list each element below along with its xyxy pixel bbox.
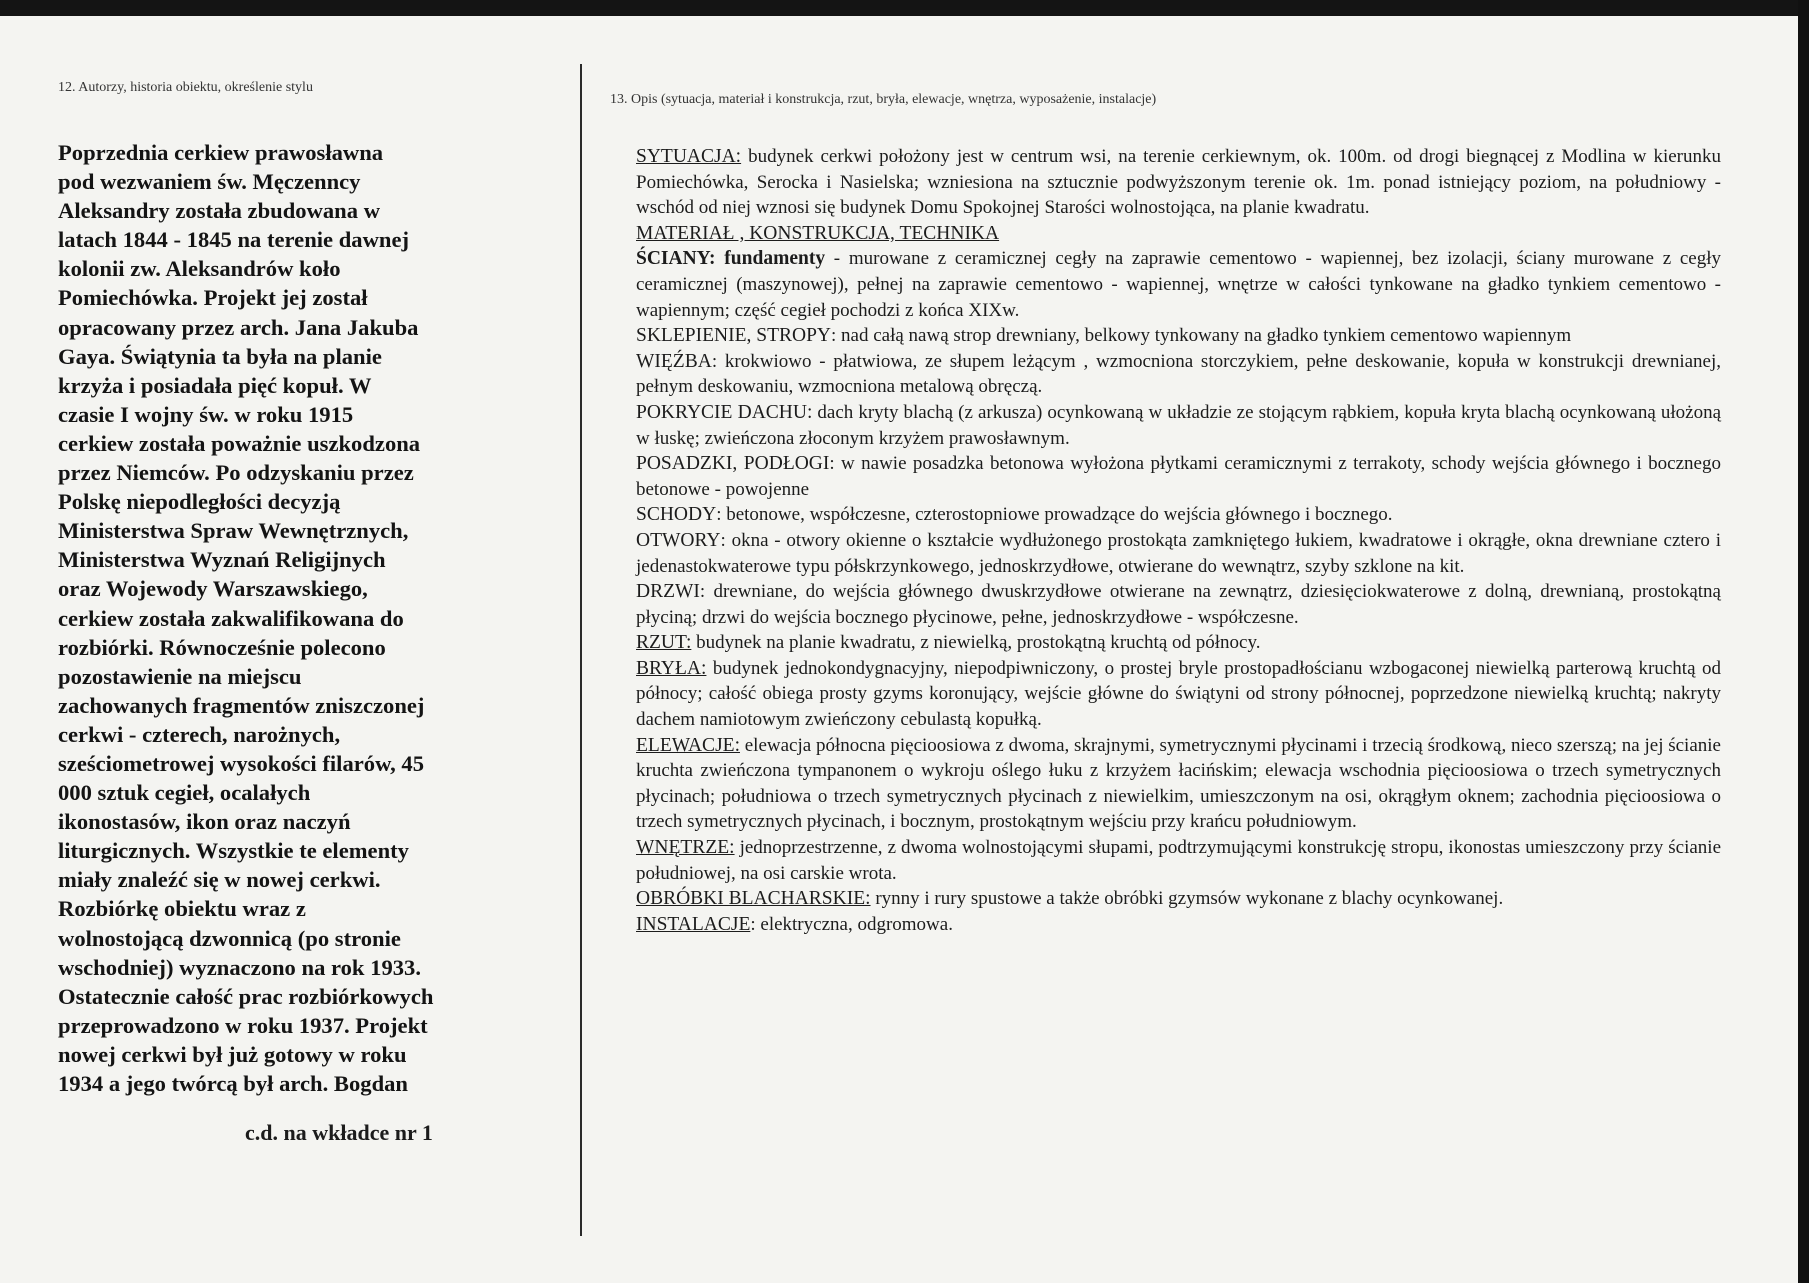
- entry-label: OBRÓBKI BLACHARSKIE:: [636, 888, 871, 910]
- entry-label: RZUT:: [636, 632, 692, 654]
- entry-text: dach kryty blachą (z arkusza) ocynkowaną w układzie ze stojącym rąbkiem, kopuła kryta blachą ocynkowaną ułożoną w łuskę; zwieńczona złoconym krzyżem prawosławnym.: [636, 401, 1722, 449]
- entry-text: : krokwiowo - płatwiowa, ze słupem leżącym , wzmocniona storczykiem, pełne deskowanie, kopuła w konstrukcji drewnianej, pełnym deskowaniu, wzmocniona metalową obręczą.: [636, 350, 1721, 398]
- entry-label: POSADZKI, PODŁOGI: [636, 453, 830, 475]
- entry-label: MATERIAŁ , KONSTRUKCJA, TECHNIKA: [636, 222, 1000, 244]
- entry-text: : elektryczna, odgromowa.: [750, 913, 953, 935]
- entry-obrobki: [636, 886, 1721, 912]
- entry-elewacje: [636, 733, 1721, 835]
- entry-drzwi: [636, 579, 1721, 630]
- entry-sytuacja: [636, 144, 1721, 221]
- entry-text: budynek na planie kwadratu, z niewielką, prostokątną kruchtą od północy.: [691, 632, 1261, 654]
- entry-label: BRYŁA:: [636, 657, 707, 679]
- entry-bryla: [636, 656, 1721, 733]
- entry-label: WNĘTRZE:: [636, 837, 735, 859]
- entry-material: [636, 221, 1721, 247]
- entry-text: : nad całą nawą strop drewniany, belkowy tynkowany na gładko tynkiem cementowo wapiennym: [831, 325, 1572, 347]
- entry-text: - murowane z ceramicznej cegły na zaprawie cementowo - wapiennej, bez izolacji, ściany murowane z cegły ceramicznej (maszynowej), pełnej na zaprawie cementowo - wapiennej, wnętrze w całości tynkowane na gładko tynkiem cementowo - wapiennym; część cegieł pochodzi z końca XIXw.: [636, 248, 1721, 321]
- entry-otwory: [636, 528, 1721, 579]
- entry-rzut: [636, 630, 1721, 656]
- entry-text: : betonowe, współczesne, czterostopniowe prowadzące do wejścia głównego i bocznego.: [716, 504, 1393, 526]
- entry-sciany: [636, 246, 1721, 323]
- entry-label: OTWORY: [636, 529, 721, 551]
- entry-sklepienie: [636, 323, 1721, 349]
- entry-label: SYTUACJA:: [636, 146, 742, 167]
- entry-pokrycie: [636, 400, 1721, 451]
- entry-wnetrze: [636, 835, 1721, 886]
- entry-wiezba: [636, 349, 1721, 400]
- description-entries: [636, 144, 1721, 937]
- entry-label: SKLEPIENIE, STROPY: [636, 325, 832, 347]
- scan-edge: [1798, 0, 1809, 1283]
- entry-text: budynek jednokondygnacyjny, niepodpiwniczony, o prostej bryle prostopadłościanu wzbogaconej niewielką parterową kruchtą od północy; całość obiega prosty gzyms koronujący, wejście główne do świątyni od strony północnej, poprzedzone niewielką kruchtą; nakryty dachem namiotowym zwieńczony cebulastą kopułką.: [636, 657, 1721, 731]
- entry-text: elewacja północna pięcioosiowa z dwoma, skrajnymi, symetrycznymi płycinami i trzecią środkową, nieco szerszą; na jej ścianie kruchta zwieńczona tympanonem o wykroju oślego łuku z krzyżem łacińskim; elewacja wschodnia pięcioosiowa o trzech symetrycznych płycinach; południowa o trzech symetrycznych płycinach z niewielkim, umieszczonym na osi, okrągłym oknem; zachodnia pięcioosiowa o trzech symetrycznych płycinach, i bocznym, prostokątnym wejściu przy krańcu południowym.: [636, 734, 1721, 833]
- section-12-title: 12. Autorzy, historia obiektu, określenie stylu: [58, 80, 313, 95]
- description-column: [610, 92, 1710, 108]
- entry-schody: [636, 502, 1721, 528]
- entry-text: budynek cerkwi położony jest w centrum wsi, na terenie cerkiewnym, ok. 100m. od drogi biegnącej z Modlina w kierunku Pomiechówka, Serocka i Nasielska; wzniesiona na sztucznie podwyższonym terenie ok. 1m. ponad istniejący poziom, na południowy - wschód od niej wznosi się budynek Domu Spokojnej Starości wolnostojąca, na planie kwadratu.: [636, 146, 1721, 219]
- entry-text: : drewniane, do wejścia głównego dwuskrzydłowe otwierane na zewnątrz, dziesięciokwaterowe z dolną, drewnianą, prostokątną płyciną; drzwi do wejścia bocznego płycinowe, pełne, jednoskrzydłowe - współczesne.: [636, 581, 1721, 628]
- section-13-title: 13. Opis (sytuacja, materiał i konstrukcja, rzut, bryła, elewacje, wnętrza, wyposażenie, instalacje): [610, 92, 1157, 107]
- continued-note: c.d. na wkładce nr 1: [245, 1120, 433, 1145]
- entry-label: SCHODY: [636, 504, 717, 526]
- entry-label: ŚCIANY: fundamenty: [636, 248, 826, 270]
- entry-label: DRZWI: [636, 581, 700, 603]
- entry-posadzki: [636, 451, 1721, 502]
- history-column: [58, 80, 558, 1098]
- history-text: Poprzednia cerkiew prawosławna pod wezwaniem św. Męczenncy Aleksandry została zbudowana w latach 1844 - 1845 na terenie dawnej kolonii zw. Aleksandrów koło Pomiechówka. Projekt jej został opracowany przez arch. Jana Jakuba Gaya. Świątynia ta była na planie krzyża i posiadała pięć kopuł. W czasie I wojny św. w roku 1915 cerkiew została poważnie uszkodzona przez Niemców. Po odzyskaniu przez Polskę niepodległości decyzją Ministerstwa Spraw Wewnętrznych, Ministerstwa Wyznań Religijnych oraz Wojewody Warszawskiego, cerkiew została zakwalifikowana do rozbiórki. Równocześnie polecono pozostawienie na miejscu zachowanych fragmentów zniszczonej cerkwi - czterech, narożnych, sześciometrowej wysokości filarów, 45 000 sztuk cegieł, ocalałych ikonostasów, ikon oraz naczyń liturgicznych. Wszystkie te elementy miały znaleźć się w nowej cerkwi. Rozbiórkę obiektu wraz z wolnostojącą dzwonnicą (po stronie wschodniej) wyznaczono na rok 1933. Ostatecznie całość prac rozbiórkowych przeprowadzono w roku 1937. Projekt nowej cerkwi był już gotowy w roku 1934 a jego twórcą był arch. Bogdan: [58, 140, 434, 1096]
- entry-label: ELEWACJE:: [636, 734, 740, 756]
- entry-text: rynny i rury spustowe a także obróbki gzymsów wykonane z blachy ocynkowanej.: [870, 888, 1504, 910]
- entry-text: jednoprzestrzenne, z dwoma wolnostojącymi słupami, podtrzymującymi konstrukcję stropu, ikonostas umieszczony przy ścianie południowej, na osi carskie wrota.: [636, 837, 1721, 884]
- entry-text: : okna - otwory okienne o kształcie wydłużonego prostokąta zamkniętego łukiem, kwadratowe i okrągłe, okna drewniane cztero i jedenastokwaterowe typu półskrzynkowego, jednoskrzydłowe, otwierane do wewnątrz, szyby szklone na kit.: [636, 529, 1721, 577]
- entry-instalacje: [636, 912, 1721, 938]
- entry-label: POKRYCIE DACHU:: [636, 401, 813, 423]
- entry-label: WIĘŹBA: [636, 350, 712, 372]
- column-divider: [580, 64, 582, 1236]
- entry-text: : w nawie posadzka betonowa wyłożona płytkami ceramicznymi z terrakoty, schody wejścia głównego i bocznego betonowe - powojenne: [636, 453, 1721, 500]
- entry-label: INSTALACJE: [636, 913, 751, 935]
